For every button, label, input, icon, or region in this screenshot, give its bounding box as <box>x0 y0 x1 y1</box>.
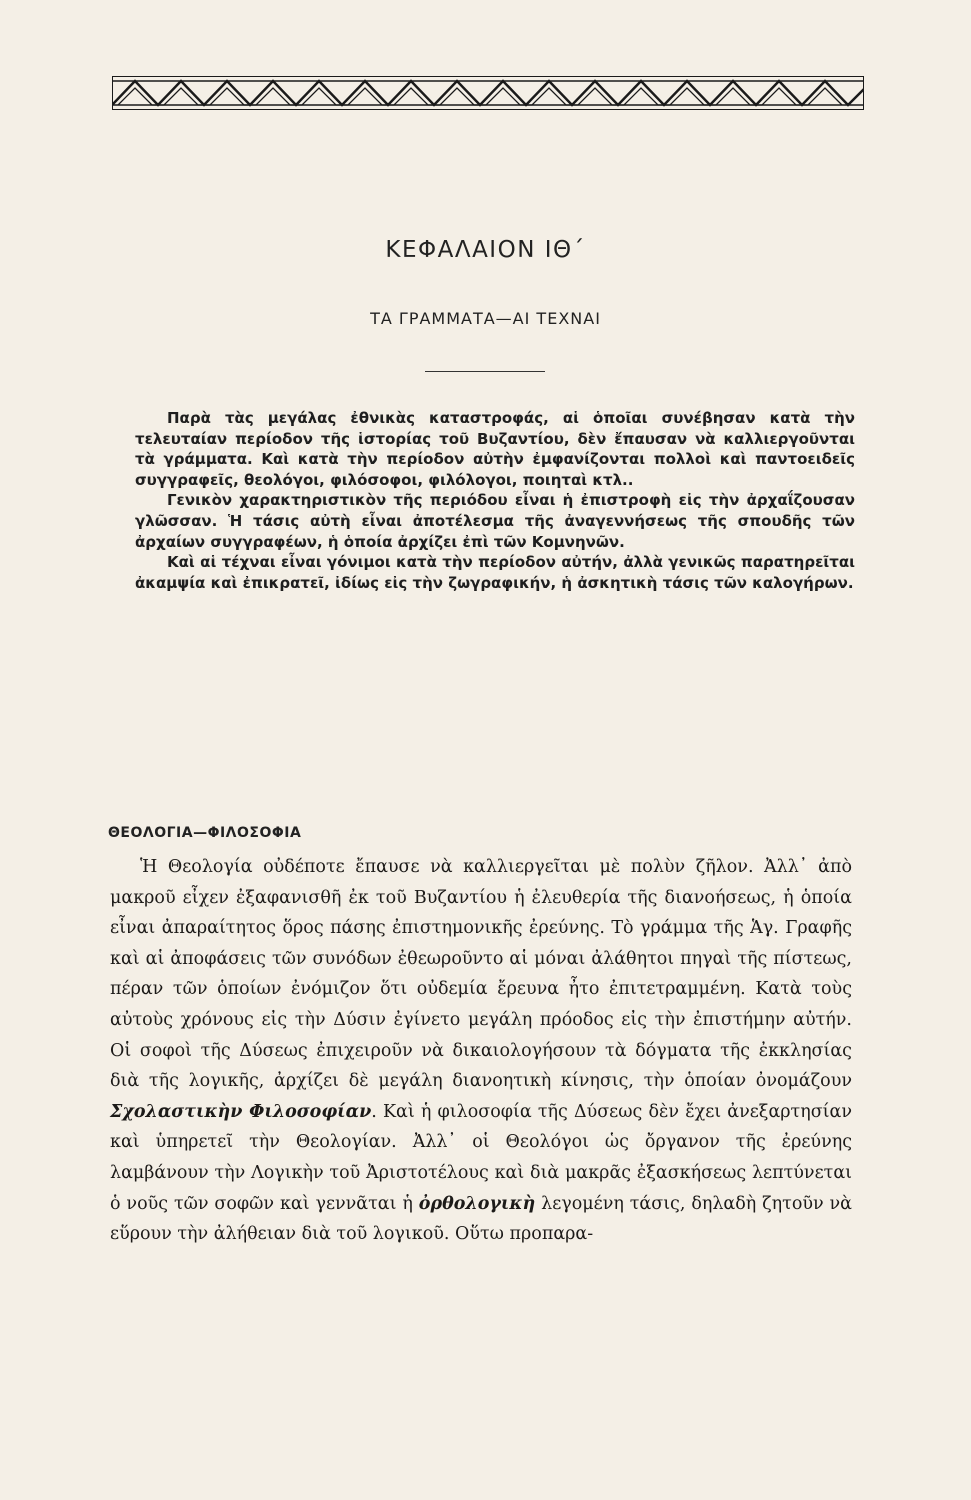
emphasis-term: ὀρθολογικὴ <box>418 1193 536 1214</box>
chapter-subtitle: ΤΑ ΓΡΑΜΜΑΤΑ—ΑΙ ΤΕΧΝΑΙ <box>370 309 601 328</box>
chapter-title: ΚΕΦΑΛΑΙΟΝ ΙΘ΄ <box>385 237 586 263</box>
body-text-part: λεγομένη τάσις, δηλαδὴ ζητοῦν νὰ εὕρουν τὴν ἀλήθειαν διὰ τοῦ λογικοῦ. Οὕτω προπαρα- <box>110 1193 852 1245</box>
body-text-part: Ἡ Θεολογία οὐδέποτε ἔπαυσε νὰ καλλιεργεῖται μὲ πολὺν ζῆλον. Ἀλλ᾽ ἀπὸ μακροῦ εἶχεν ἐξαφανισθῆ ἐκ τοῦ Βυζαντίου ἡ ἐλευθερία τῆς διανοήσεως, ἡ ὁποία εἶναι ἀπαραίτητος ὅρος πάσης ἐπιστημονικῆς ἐρεύνης. Τὸ γράμμα τῆς Ἁγ. Γραφῆς καὶ αἱ ἀποφάσεις τῶν συνόδων ἐθεωροῦντο αἱ μόναι ἀλάθητοι πηγαὶ τῆς πίστεως, πέραν τῶν ὁποίων ἐνόμιζον ὅτι οὐδεμία ἔρευνα ἦτο ἐπιτετραμμένη. Κατὰ τοὺς αὐτοὺς χρόνους εἰς τὴν Δύσιν ἐγίνετο μεγάλη πρόοδος εἰς τὴν ἐπιστήμην αὐτήν. Οἱ σοφοὶ τῆς Δύσεως ἐπιχειροῦν νὰ δικαιολογήσουν τὰ δόγματα τῆς ἐκκλησίας διὰ τῆς λογικῆς, ἀρχίζει δὲ μεγάλη διανοητικὴ κίνησις, τὴν ὁποίαν ὀνομάζουν <box>110 857 852 1092</box>
title-divider <box>425 371 545 372</box>
body-text-part: . Καὶ ἡ φιλοσοφία τῆς Δύσεως δὲν ἔχει ἀνεξαρτησίαν καὶ ὑπηρετεῖ τὴν Θεολογίαν. Ἀλλ᾽ οἱ Θεολόγοι ὡς ὄργανον τῆς ἐρεύνης λαμβάνουν τὴν Λογικὴν τοῦ Ἀριστοτέλους καὶ διὰ μακρᾶς ἐξασκήσεως λεπτύνεται ὁ νοῦς τῶν σοφῶν καὶ γεννᾶται ἡ <box>110 1101 852 1214</box>
section-heading: ΘΕΟΛΟΓΙΑ—ΦΙΛΟΣΟΦΙΑ <box>108 825 302 841</box>
summary-paragraph: Καὶ αἱ τέχναι εἶναι γόνιμοι κατὰ τὴν περίοδον αὐτήν, ἀλλὰ γενικῶς παρατηρεῖται ἀκαμψία καὶ ἐπικρατεῖ, ἰδίως εἰς τὴν ζωγραφικήν, ἡ ἀσκητικὴ τάσις τῶν καλογήρων. <box>135 553 855 592</box>
emphasis-term: Σχολαστικὴν Φιλοσοφίαν <box>110 1101 372 1122</box>
summary-paragraph: Παρὰ τὰς μεγάλας ἐθνικὰς καταστροφάς, αἱ ὁποῖαι συνέβησαν κατὰ τὴν τελευταίαν περίοδον τῆς ἱστορίας τοῦ Βυζαντίου, δὲν ἔπαυσαν νὰ καλλιεργοῦνται τὰ γράμματα. Καὶ κατὰ τὴν περίοδον αὐτὴν ἐμφανίζονται πολλοὶ καὶ παντοειδεῖς συγγραφεῖς, θεολόγοι, φιλόσοφοι, φιλόλογοι, ποιηταὶ κτλ.. <box>135 409 855 489</box>
decorative-border-ornament <box>112 76 864 110</box>
summary-paragraph: Γενικὸν χαρακτηριστικὸν τῆς περιόδου εἶναι ἡ ἐπιστροφὴ εἰς τὴν ἀρχαΐζουσαν γλῶσσαν. Ἡ τάσις αὐτὴ εἶναι ἀποτέλεσμα τῆς ἀναγεννήσεως τῆς σπουδῆς τῶν ἀρχαίων συγγραφέων, ἡ ὁποία ἀρχίζει ἐπὶ τῶν Κομνηνῶν. <box>135 491 855 551</box>
body-paragraph <box>110 852 852 1250</box>
chapter-summary <box>135 408 855 593</box>
section-body <box>110 852 852 1250</box>
